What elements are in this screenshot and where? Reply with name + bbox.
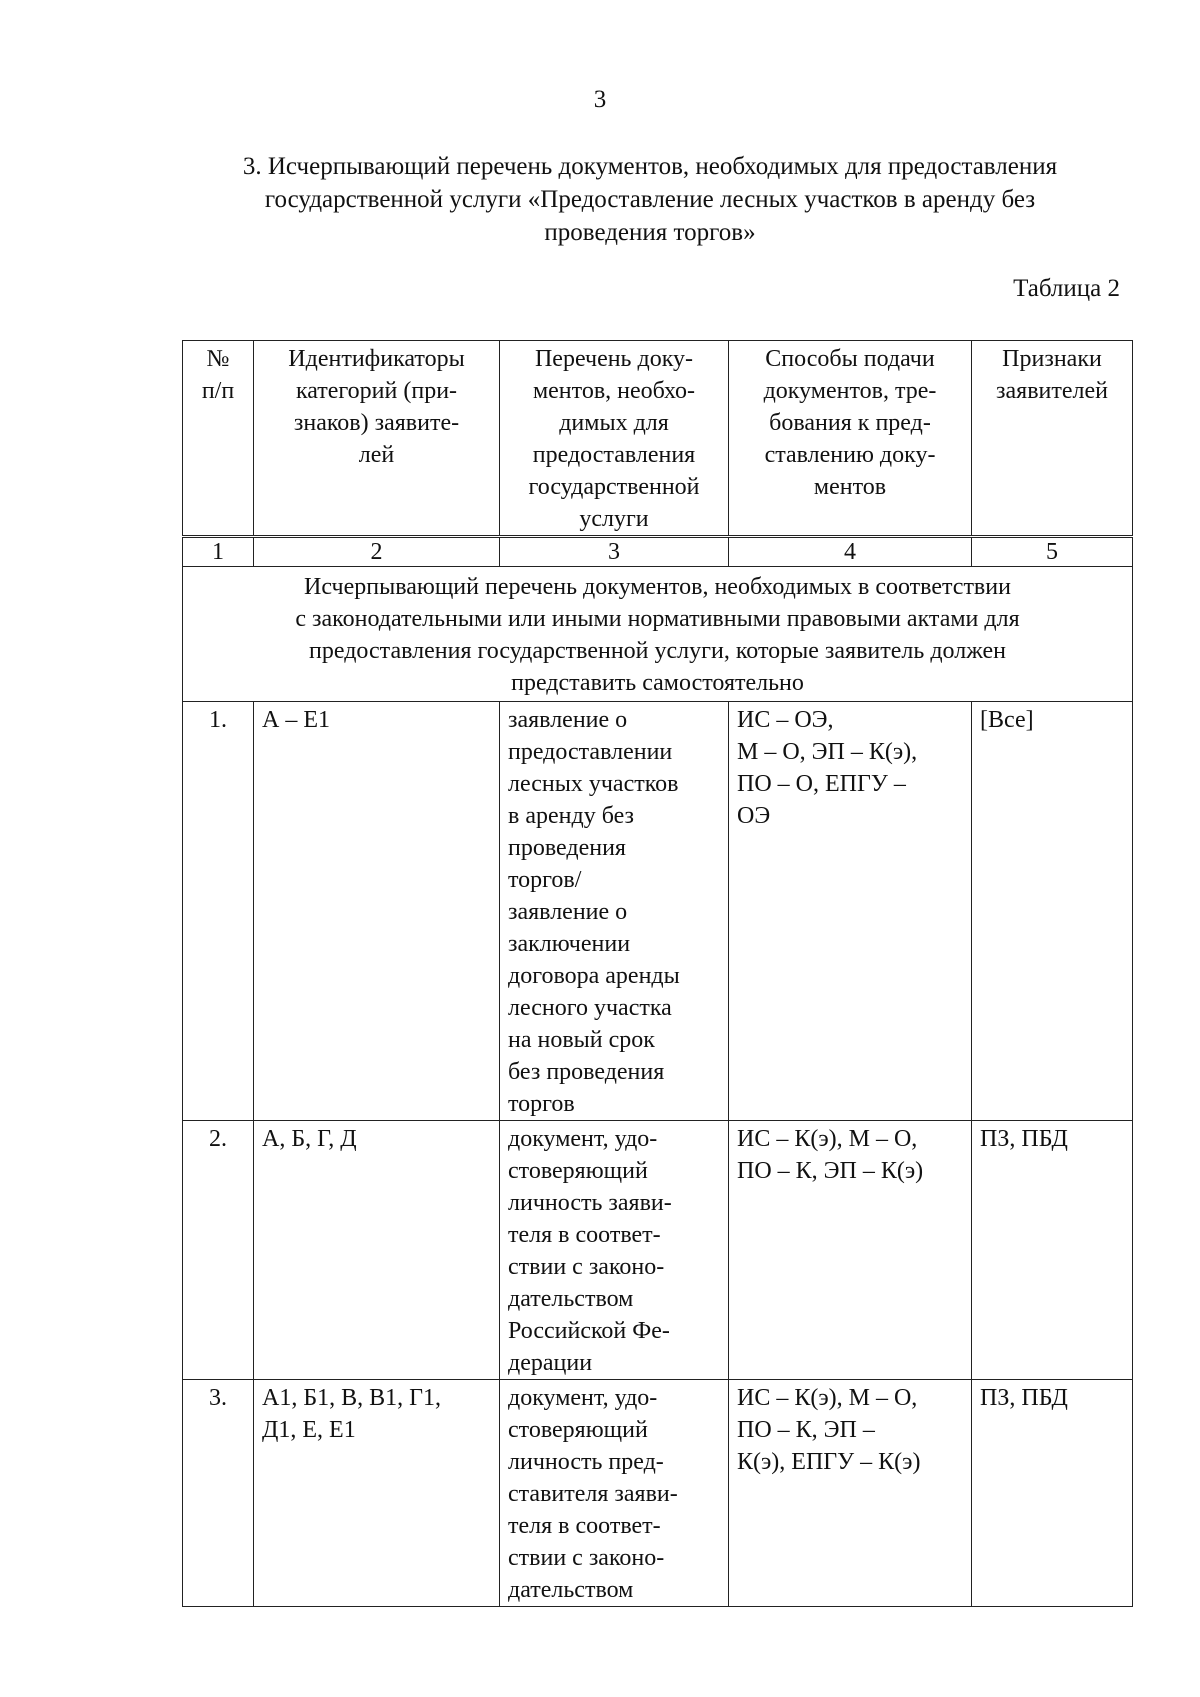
table-row xyxy=(183,702,1133,1121)
documents-table xyxy=(182,340,1133,1607)
header-cell-number: № п/п xyxy=(183,341,254,537)
row-identifiers: А – Е1 xyxy=(254,702,500,1121)
row-number: 3. xyxy=(183,1380,254,1607)
row-identifiers: А, Б, Г, Д xyxy=(254,1121,500,1380)
table-row xyxy=(183,1380,1133,1607)
header-cell-documents: Перечень доку- ментов, необхо- димых для предоставления государственной услуги xyxy=(500,341,729,537)
row-number: 1. xyxy=(183,702,254,1121)
header-cell-identifiers: Идентификаторы категорий (при- знаков) заявите- лей xyxy=(254,341,500,537)
row-identifiers: А1, Б1, В, В1, Г1, Д1, Е, Е1 xyxy=(254,1380,500,1607)
column-number: 4 xyxy=(729,537,972,567)
row-methods: ИС – ОЭ, М – О, ЭП – К(э), ПО – О, ЕПГУ – ОЭ xyxy=(729,702,972,1121)
header-cell-methods: Способы подачи документов, тре- бования к пред- ставлению доку- ментов xyxy=(729,341,972,537)
section-row xyxy=(183,567,1133,702)
heading-line: 3. Исчерпывающий перечень документов, необходимых для предоставления xyxy=(242,153,1058,180)
column-number: 2 xyxy=(254,537,500,567)
header-cell-signs: Признаки заявителей xyxy=(972,341,1133,537)
table-caption: Таблица 2 xyxy=(1013,275,1120,302)
column-number: 1 xyxy=(183,537,254,567)
table-header-row xyxy=(183,341,1133,537)
row-methods: ИС – К(э), М – О, ПО – К, ЭП – К(э), ЕПГУ – К(э) xyxy=(729,1380,972,1607)
column-number: 3 xyxy=(500,537,729,567)
row-methods: ИС – К(э), М – О, ПО – К, ЭП – К(э) xyxy=(729,1121,972,1380)
heading-line: государственной услуги «Предоставление лесных участков в аренду без xyxy=(264,186,1036,213)
row-signs: [Все] xyxy=(972,702,1133,1121)
row-documents: заявление о предоставлении лесных участков в аренду без проведения торгов/ заявление о заключении договора аренды лесного участка на новый срок без проведения торгов xyxy=(500,702,729,1121)
row-number: 2. xyxy=(183,1121,254,1380)
row-signs: ПЗ, ПБД xyxy=(972,1121,1133,1380)
heading-line: проведения торгов» xyxy=(544,219,756,246)
row-documents: документ, удо- стоверяющий личность пред- ставителя заяви- теля в соответ- ствии с законо- дательством xyxy=(500,1380,729,1607)
table-row xyxy=(183,1121,1133,1380)
column-number: 5 xyxy=(972,537,1133,567)
column-number-row xyxy=(183,537,1133,567)
section-heading xyxy=(150,150,1150,249)
row-documents: документ, удо- стоверяющий личность заяви- теля в соответ- ствии с законо- дательством Российской Фе- дерации xyxy=(500,1121,729,1380)
row-signs: ПЗ, ПБД xyxy=(972,1380,1133,1607)
section-title: Исчерпывающий перечень документов, необходимых в соответствии с законодательными или иными нормативными правовыми актами для предоставления государственной услуги, которые заявитель должен представить самостоятельно xyxy=(183,567,1133,702)
page-number: 3 xyxy=(593,86,607,113)
